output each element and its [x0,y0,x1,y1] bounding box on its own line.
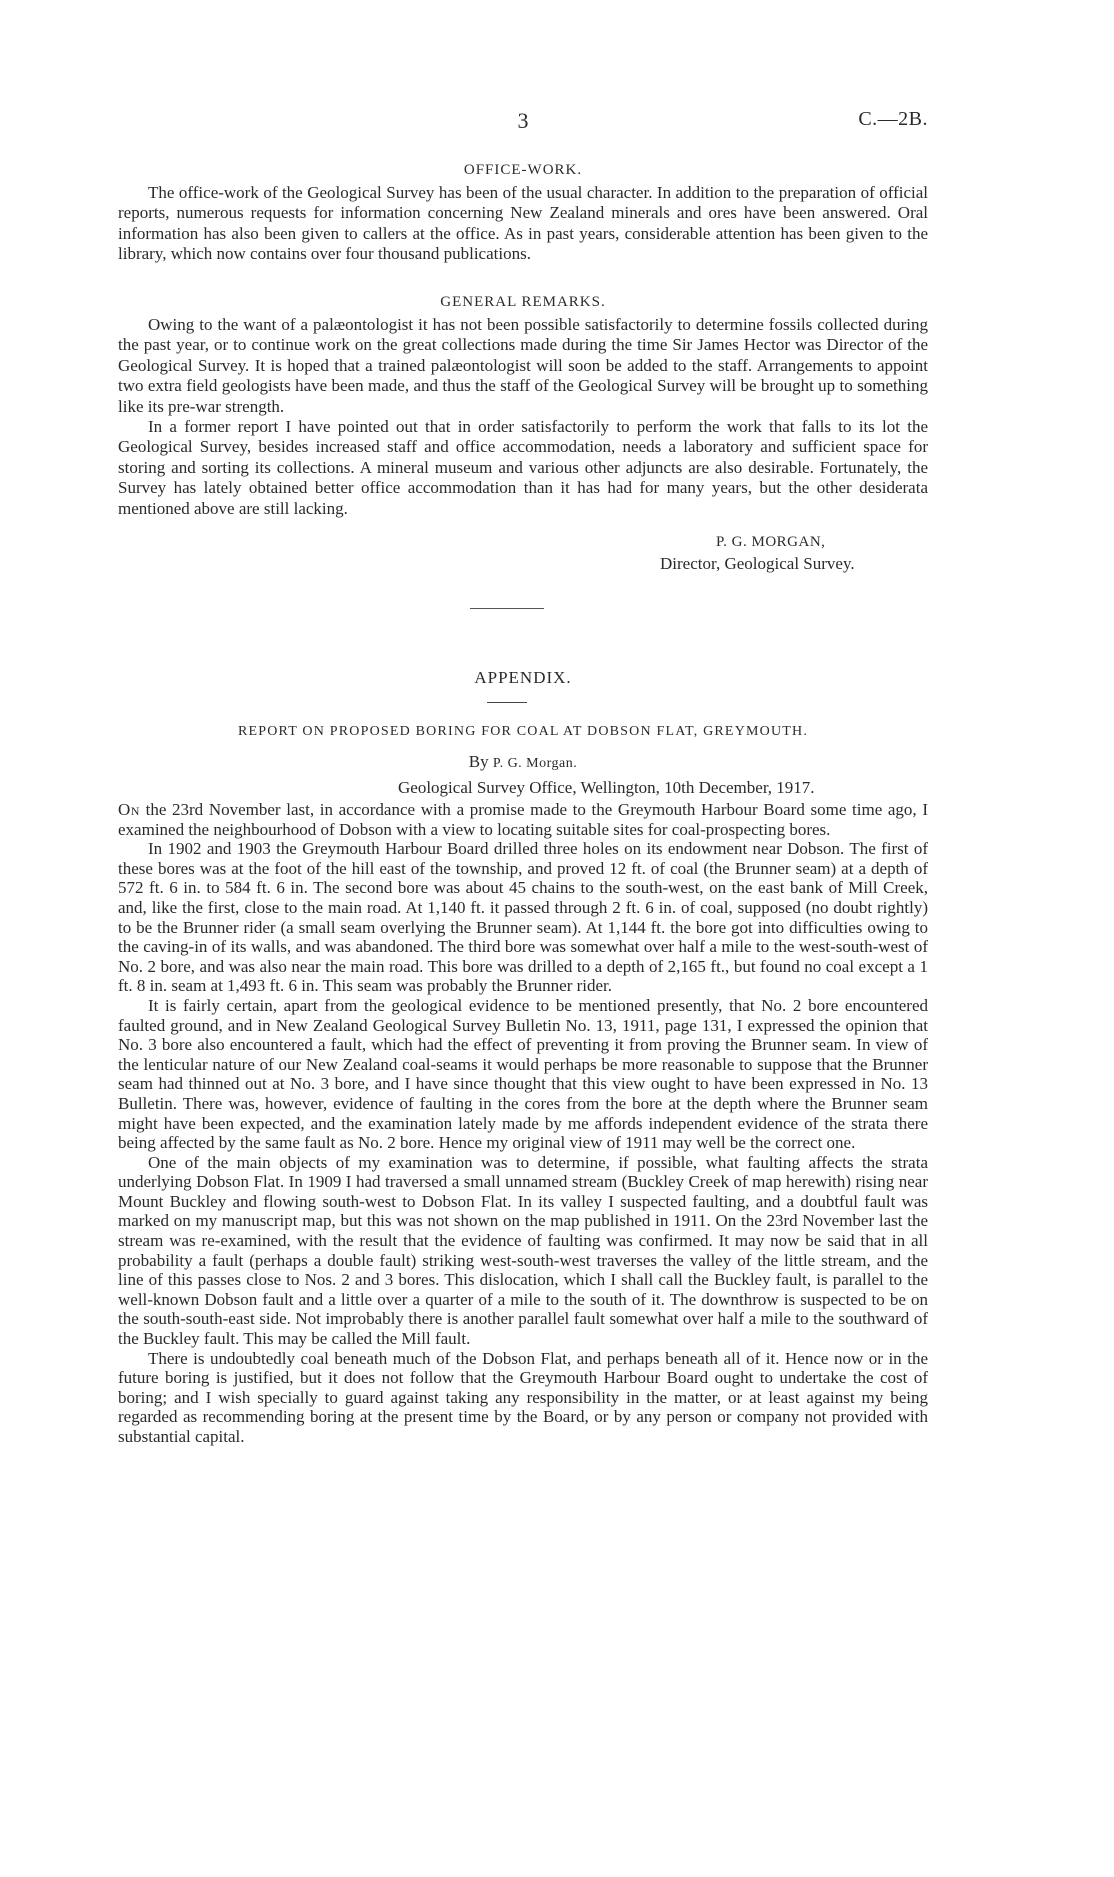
signature-name: P. G. MORGAN, [716,534,826,550]
report-paragraph-3: It is fairly certain, apart from the geological evidence to be mentioned presently, that No. 2 bore encountered faulted ground, and in New Zealand Geological Survey Bulletin No. 13, 1911, page 131, I expressed the opinion that No. 3 bore also encountered a fault, which had the effect of preventing it from proving the Brunner seam. In view of the lenticular nature of our New Zealand coal-seams it would perhaps be more reasonable to suppose that the Brunner seam had thinned out at No. 3 bore, and I have since thought that this view ought to have been expressed in No. 13 Bulletin. There was, however, evidence of faulting in the cores from the bore at the depth where the Brunner seam might have been expected, and the examination lately made by me affords independent evidence of the strata there being affected by the same fault as No. 2 bore. Hence my original view of 1911 may well be the correct one. [118,995,928,1153]
report-first-word: On [118,800,140,819]
document-reference: C.—2B. [858,108,928,130]
general-remarks-heading-text: GENERAL REMARKS. [440,294,606,310]
page-number: 3 [517,108,529,133]
report-byline [118,752,928,772]
report-title: REPORT ON PROPOSED BORING FOR COAL AT DOBSON FLAT, GREYMOUTH. [237,724,809,739]
report-paragraph-2: In 1902 and 1903 the Greymouth Harbour Board drilled three holes on its endowment near Dobson. The first of these bores was at the foot of the hill east of the township, and proved 12 ft. of coal (the Brunner seam) at a depth of 572 ft. 6 in. to 584 ft. 6 in. The second bore was about 45 chains to the south-west, on the east bank of Mill Creek, and, like the first, close to the main road. At 1,140 ft. it passed through 2 ft. 6 in. of coal, supposed (no doubt rightly) to be the Brunner rider (a small seam overlying the Brunner seam). At 1,144 ft. the bore got into difficulties owing to the caving-in of its walls, and was abandoned. The third bore was somewhat over half a mile to the west-south-west of No. 2 bore, and was also near the main road. This bore was drilled to a depth of 2,165 ft., but found no coal except a 1 ft. 8 in. seam at 1,493 ft. 6 in. This seam was probably the Brunner rider. [118,839,928,996]
office-work-paragraph: The office-work of the Geological Survey has been of the usual character. In addition to the preparation of official reports, numerous requests for information concerning New Zealand minerals and ores have been answered. Oral information has also been given to callers at the office. As in past years, considerable attention has been given to the library, which now contains over four thousand publications. [118,183,928,264]
section-divider [470,608,544,609]
report-paragraph-4: One of the main objects of my examination was to determine, if possible, what faulting affects the strata underlying Dobson Flat. In 1909 I had traversed a small unnamed stream (Buckley Creek of map herewith) rising near Mount Buckley and flowing south-west to Dobson Flat. In its valley I suspected faulting, and a doubtful fault was marked on my manuscript map, but this was not shown on the map published in 1911. On the 23rd November last the stream was re-examined, with the result that the evidence of faulting was confirmed. It may now be said that in all probability a fault (perhaps a double fault) striking west-south-west traverses the valley of the little stream, and the line of this passes close to Nos. 2 and 3 bores. This dislocation, which I shall call the Buckley fault, is parallel to the well-known Dobson fault and a little over a quarter of a mile to the south of it. The downthrow is suspected to be on the south-south-east side. Not improbably there is another parallel fault somewhat over half a mile to the southward of the Buckley fault. This may be called the Mill fault. [118,1152,928,1349]
office-work-heading [118,162,928,179]
signature-title: Director, Geological Survey. [660,554,855,573]
general-remarks-paragraph-1: Owing to the want of a palæontologist it has not been possible satisfactorily to determine fossils collected during the past year, or to continue work on the great collections made during the time Sir James Hector was Director of the Geological Survey. It is hoped that a trained palæontologist will soon be added to the staff. Arrangements to appoint two extra field geologists have been made, and thus the staff of the Geological Survey will be brought up to something like its pre-war strength. [118,315,928,416]
general-remarks-paragraph-2: In a former report I have pointed out that in order satisfactorily to perform the work that falls to its lot the Geological Survey, besides increased staff and office accommodation, needs a laboratory and sufficient space for storing and sorting its collections. A mineral museum and various other adjuncts are also desirable. Fortunately, the Survey has lately obtained better office accommodation than it has had for many years, but the other desiderata mentioned above are still lacking. [118,417,928,518]
general-remarks-section [118,294,928,519]
report-paragraph-5: There is undoubtedly coal beneath much of the Dobson Flat, and perhaps beneath all of it. Hence now or in the future boring is justified, but it does not follow that the Greymouth Harbour Board ought to undertake the cost of boring; and I wish specially to guard against taking any responsibility in the matter, or at least against my being regarded as recommending boring at the present time by the Board, or by any person or company not provided with substantial capital. [118,1348,928,1446]
signature-block [660,532,930,574]
office-work-section [118,162,928,265]
general-remarks-heading [118,294,928,311]
office-work-heading-text: OFFICE-WORK. [463,162,583,178]
report-body [118,800,928,1447]
report-paragraph-1 [118,800,928,839]
byline-author: P. G. Morgan. [492,756,578,771]
appendix-title: APPENDIX. [474,668,572,687]
report-dateline: Geological Survey Office, Wellington, 10th December, 1917. [398,778,815,797]
byline-prefix: By [468,752,489,771]
appendix-rule [487,702,527,703]
page-header [118,108,928,138]
report-paragraph-1-text: the 23rd November last, in accordance with a promise made to the Greymouth Harbour Board some time ago, I examined the neighbourhood of Dobson with a view to locating suitable sites for coal-prospecting bores. [118,800,928,839]
